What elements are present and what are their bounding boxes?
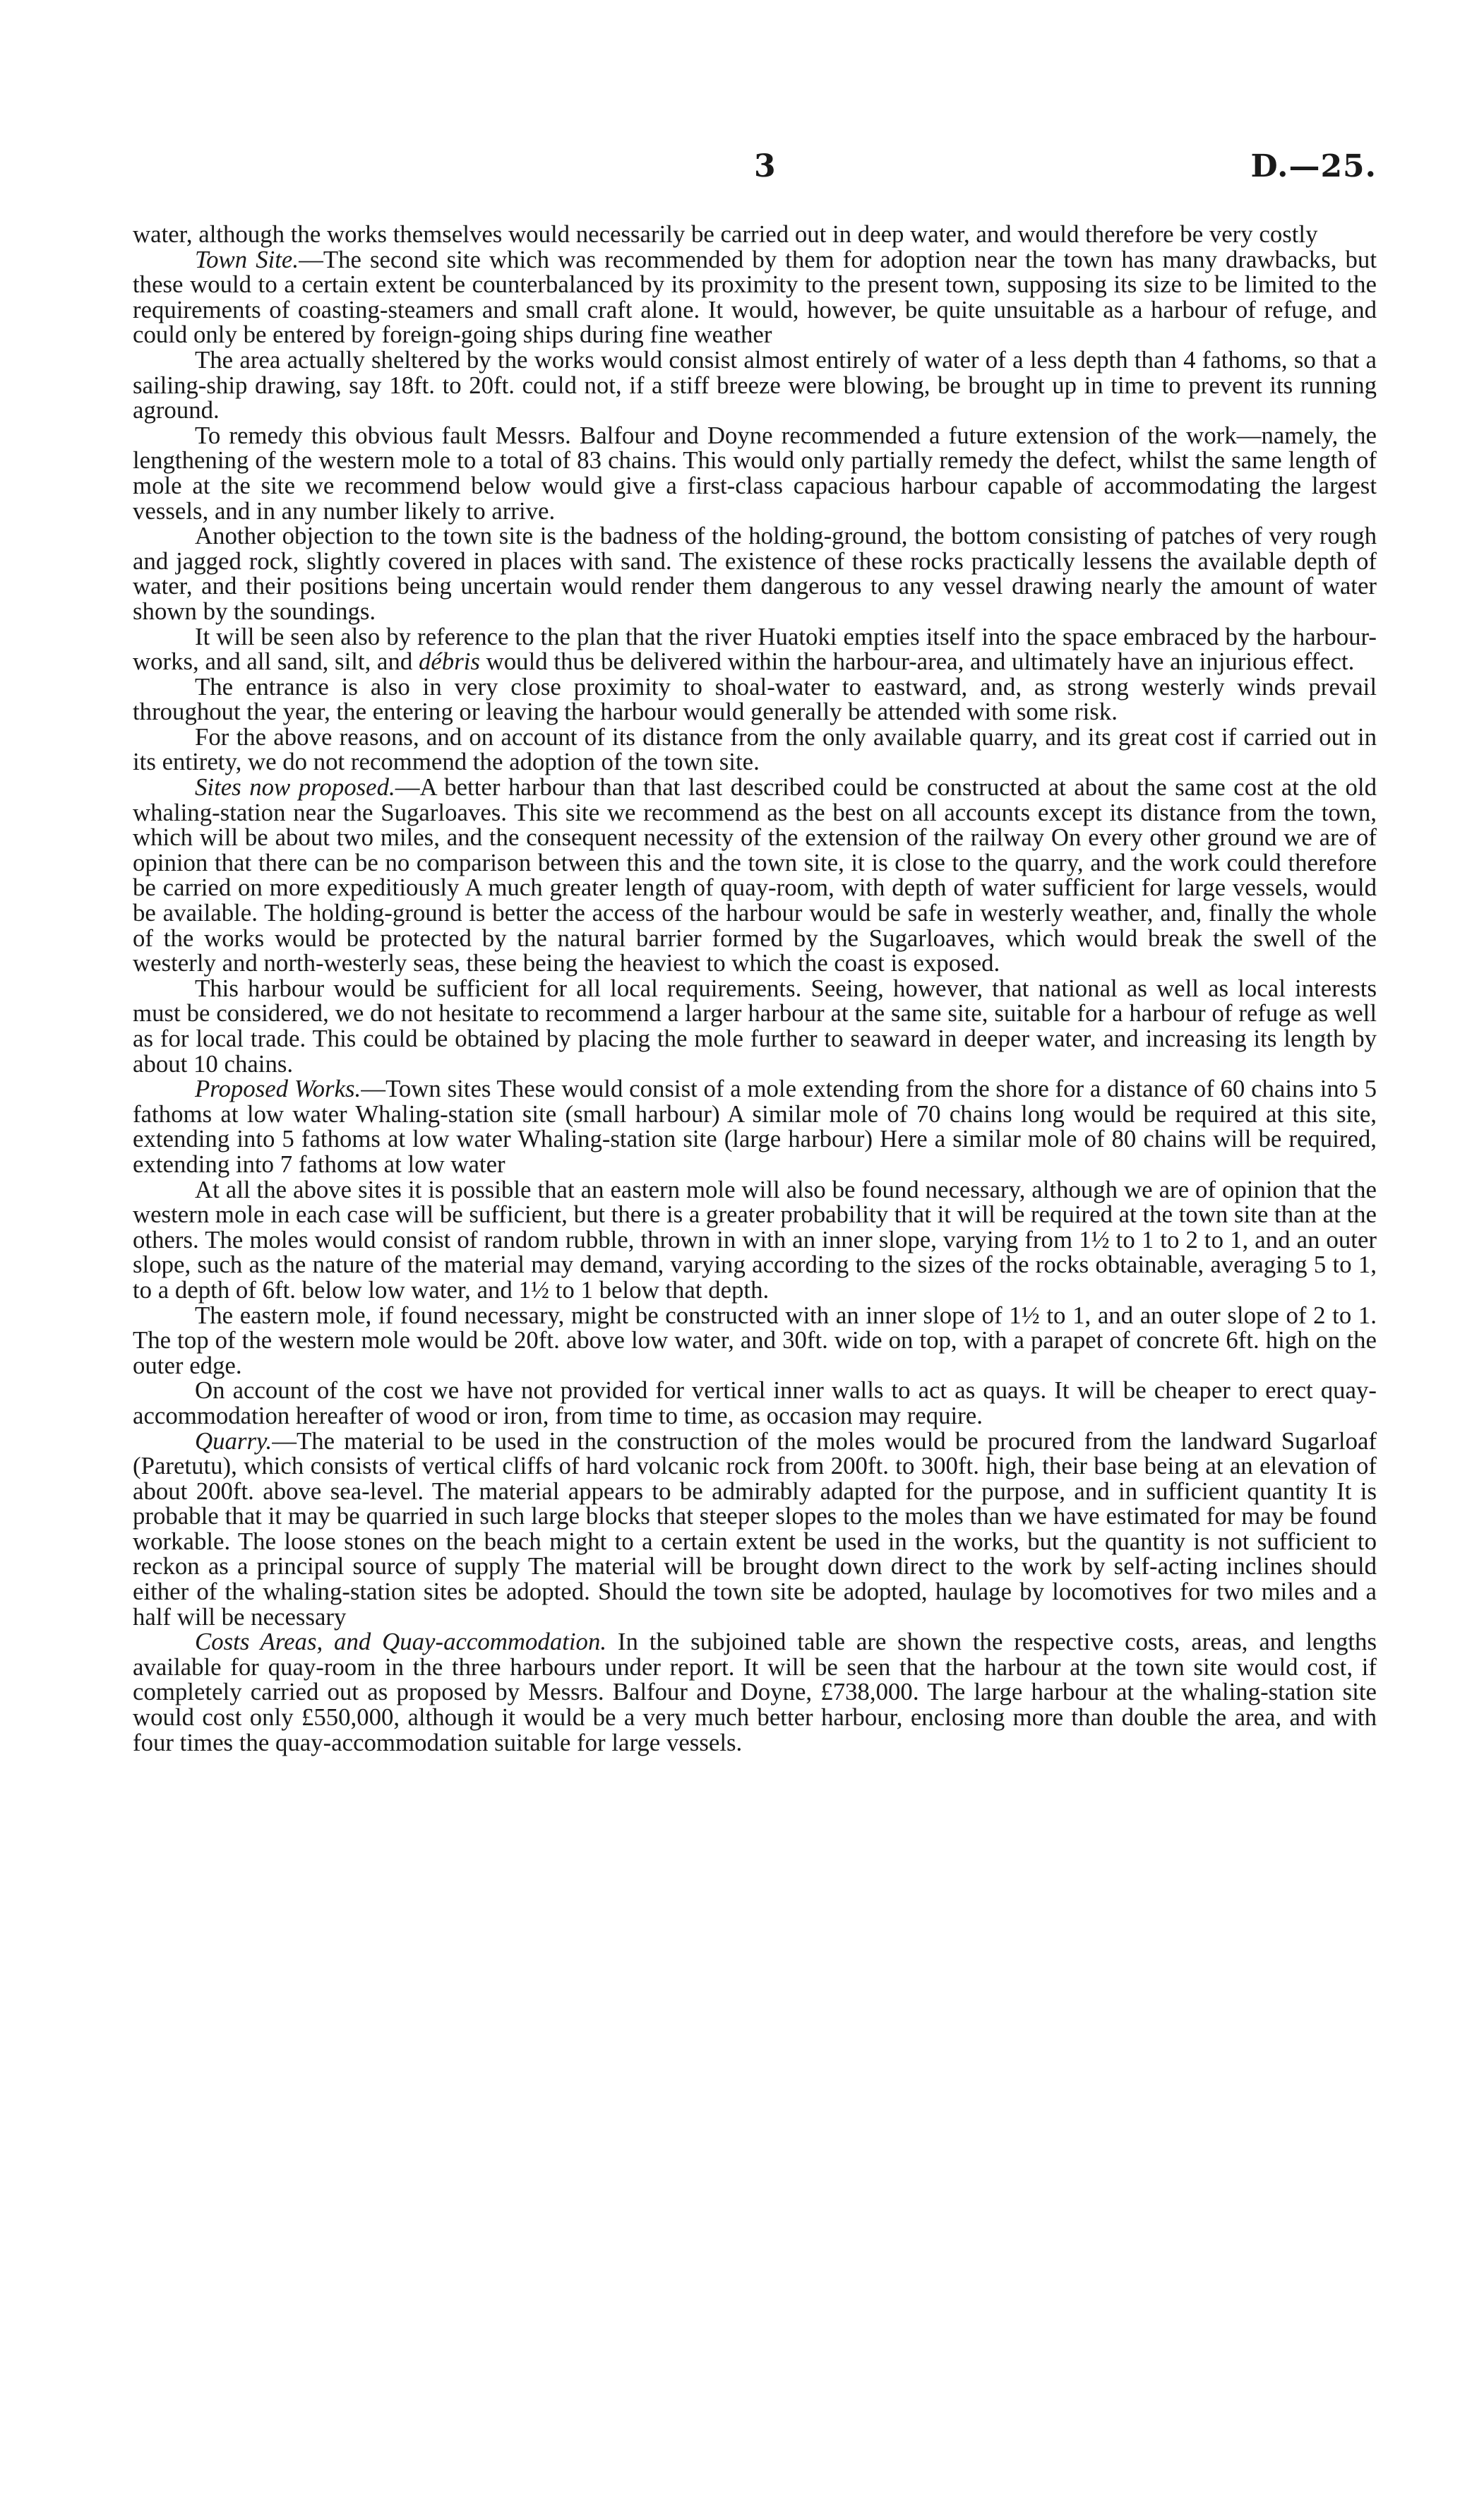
paragraph-text: would thus be delivered within the harbour-area, and ultimately have an injurious effect. bbox=[479, 648, 1355, 676]
paragraph-text: water, although the works themselves would necessarily be carried out in deep water, and would therefore be very costly bbox=[133, 220, 1318, 248]
paragraph bbox=[133, 722, 1377, 776]
section-heading-costs-areas: Costs Areas, and Quay-accommodation. bbox=[195, 1628, 607, 1656]
paragraph bbox=[133, 222, 1377, 247]
paragraph-text: —A better harbour than that last described could be constructed at about the same cost at the old whaling-station near the Sugarloaves. This site we recommend as the best on all accounts except its distance from the town, which will be about two miles, and the consequent necessity of the extension of the railway On every other ground we are of opinion that there can be no comparison between this and the town site, it is close to the quarry, and the work could therefore be carried on more expeditiously A much greater length of quay-room, with depth of water sufficient for large vessels, would be available. The holding-ground is better the access of the harbour would be safe in westerly weather, and, finally the whole of the works would be protected by the natural barrier formed by the Sugarloaves, which would break the swell of the westerly and north-westerly seas, these being the heaviest to which the coast is exposed. bbox=[133, 773, 1377, 977]
paragraph-text: The area actually sheltered by the works would consist almost entirely of water of a less depth than 4 fathoms, so that a sailing-ship drawing, say 18ft. to 20ft. could not, if a stiff breeze were blowing, be brought up in time to prevent its running aground. bbox=[133, 345, 1377, 424]
section-heading-quarry: Quarry. bbox=[195, 1427, 273, 1455]
section-heading-proposed-works: Proposed Works. bbox=[195, 1075, 361, 1103]
page-number: 3 bbox=[754, 148, 777, 184]
paragraph-text: To remedy this obvious fault Messrs. Balfour and Doyne recommended a future extension of the work—namely, the lengthening of the western mole to a total of 83 chains. This would only partially remedy the defect, whilst the same length of mole at the site we recommend below would give a first-class capacious harbour capable of accommodating the largest vessels, and in any number likely to arrive. bbox=[133, 421, 1377, 525]
section-heading-town-site: Town Site. bbox=[195, 245, 299, 273]
paragraph-town-site bbox=[133, 247, 1377, 347]
paragraph-text: At all the above sites it is possible that an eastern mole will also be found necessary, although we are of opinion that the western mole in each case will be sufficient, but there is a greater probability that it will be required at the town site than at the others. The moles would consist of random rubble, thrown in with an inner slope, varying from 1½ to 1 to 2 to 1, and an outer slope, such as the nature of the material may demand, varying according to the sizes of the rocks obtainable, averaging 5 to 1, to a depth of 6ft. below low water, and 1½ to 1 below that depth. bbox=[133, 1175, 1377, 1304]
paragraph-text: —Town sites These would consist of a mole extending from the shore for a distance of 60 chains into 5 fathoms at low water Whaling-station site (small harbour) A similar mole of 70 chains long would be required at this site, extending into 5 fathoms at low water Whaling-station site (large harbour) Here a similar mole of 80 chains will be required, extending into 7 fathoms at low water bbox=[133, 1075, 1377, 1178]
paragraph-quarry bbox=[133, 1429, 1377, 1630]
paragraph bbox=[133, 674, 1377, 725]
paragraph bbox=[133, 976, 1377, 1076]
report-body bbox=[133, 222, 1377, 1755]
paragraph-text: It will be seen also by reference to the plan that the river Huatoki empties itself into the space embraced by the harbour-works, and all sand, silt, and bbox=[133, 622, 1377, 676]
paragraph-text: This harbour would be sufficient for all local requirements. Seeing, however, that national as well as local interests must be considered, we do not hesitate to recommend a larger harbour at the same site, suitable for a harbour of refuge as well as for local trade. This could be obtained by placing the mole further to seaward in deeper water, and increasing its length by about 10 chains. bbox=[133, 974, 1377, 1078]
paragraph-text: The eastern mole, if found necessary, might be constructed with an inner slope of 1½ to 1, and an outer slope of 2 to 1. The top of the western mole would be 20ft. above low water, and 30ft. wide on top, with a parapet of concrete 6ft. high on the outer edge. bbox=[133, 1301, 1377, 1379]
paragraph bbox=[133, 1303, 1377, 1378]
document-reference: D.—25. bbox=[1250, 148, 1377, 184]
paragraph-text: —The material to be used in the construction of the moles would be procured from the landward Sugarloaf (Paretutu), which consists of vertical cliffs of hard volcanic rock from 200ft. to 300ft. high, their base being at an elevation of about 200ft. above sea-level. The material appears to be admirably adapted for the purpose, and in sufficient quantity It is probable that it may be quarried in such large blocks that steeper slopes to the moles than we have estimated for may be found workable. The loose stones on the beach might to a certain extent be used in the works, but the quantity is not sufficient to reckon as a principal source of supply The material will be brought down direct to the work by self-acting inclines should either of the whaling-station sites be adopted. Should the town site be adopted, haulage by locomotives for two miles and a half will be necessary bbox=[133, 1427, 1377, 1631]
italic-term: débris bbox=[418, 648, 480, 676]
paragraph bbox=[133, 423, 1377, 523]
paragraph-text: For the above reasons, and on account of its distance from the only available quarry, and its great cost if carried out in its entirety, we do not recommend the adoption of the town site. bbox=[133, 722, 1377, 776]
section-heading-sites-now-proposed: Sites now proposed. bbox=[195, 773, 395, 802]
paragraph bbox=[133, 347, 1377, 423]
paragraph-text: The entrance is also in very close proximity to shoal-water to eastward, and, as strong westerly winds prevail throughout the year, the entering or leaving the harbour would generally be attended with some risk. bbox=[133, 672, 1377, 726]
paragraph-proposed-works bbox=[133, 1076, 1377, 1177]
paragraph-text: In the subjoined table are shown the respective costs, areas, and lengths available for quay-room in the three harbours under report. It will be seen that the harbour at the town site would cost, if completely carried out as proposed by Messrs. Balfour and Doyne, £738,000. The large harbour at the whaling-station site would cost only £550,000, although it would be a very much better harbour, enclosing more than double the area, and with four times the quay-accommodation suitable for large vessels. bbox=[133, 1628, 1377, 1756]
paragraph-text: Another objection to the town site is the badness of the holding-ground, the bottom consisting of patches of very rough and jagged rock, slightly covered in places with sand. The existence of these rocks practically lessens the available depth of water, and their positions being uncertain would render them dangerous to any vessel drawing nearly the amount of water shown by the soundings. bbox=[133, 522, 1377, 625]
paragraph bbox=[133, 523, 1377, 624]
paragraph-text: —The second site which was recommended by them for adoption near the town has many drawbacks, but these would to a certain extent be counterbalanced by its proximity to the present town, supposing its size to be limited to the requirements of coasting-steamers and small craft alone. It would, however, be quite unsuitable as a harbour of refuge, and could only be entered by foreign-going ships during fine weather bbox=[133, 245, 1377, 349]
paragraph-text: On account of the cost we have not provided for vertical inner walls to act as quays. It will be cheaper to erect quay-accommodation hereafter of wood or iron, from time to time, as occasion may require. bbox=[133, 1376, 1377, 1429]
paragraph bbox=[133, 1378, 1377, 1428]
paragraph-costs-areas bbox=[133, 1629, 1377, 1755]
paragraph bbox=[133, 1177, 1377, 1303]
paragraph bbox=[133, 624, 1377, 674]
paragraph-sites-now-proposed bbox=[133, 775, 1377, 976]
